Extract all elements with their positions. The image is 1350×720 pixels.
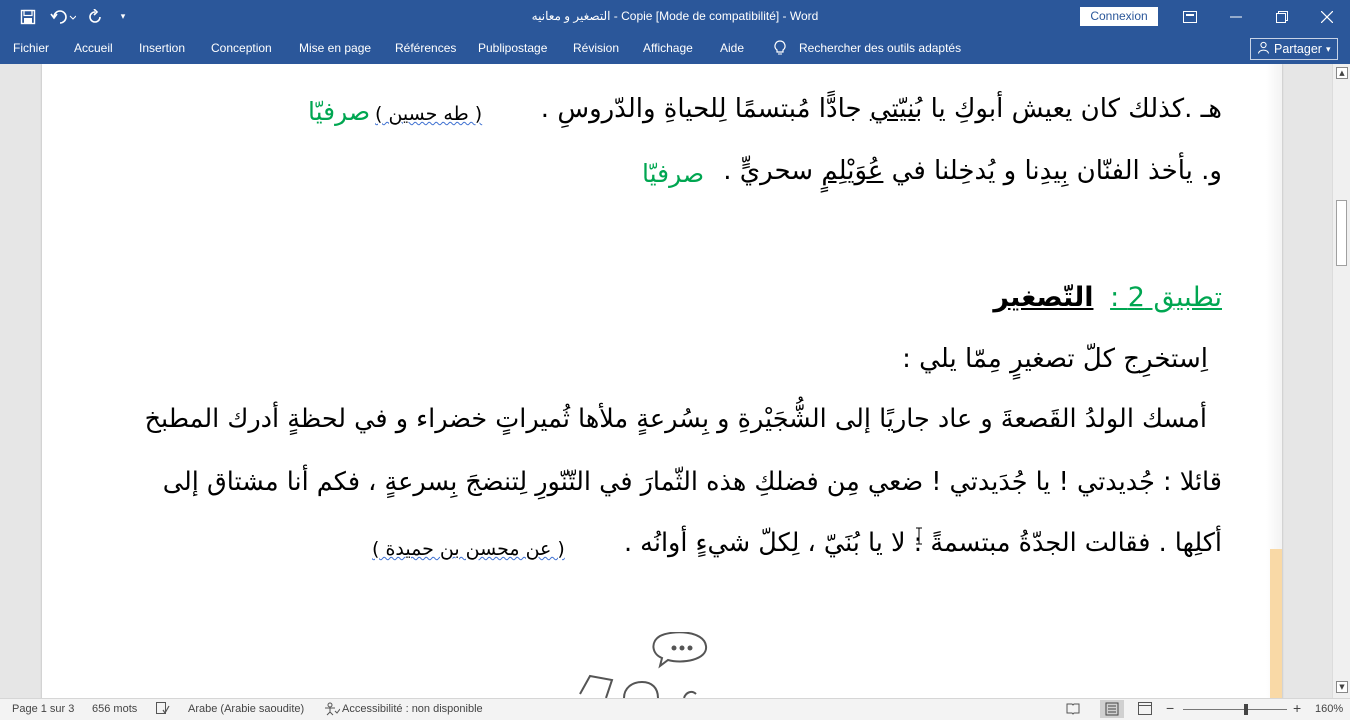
exercise-heading <box>993 282 1222 313</box>
exercise-title: التّصغير <box>993 282 1094 313</box>
zoom-in-icon[interactable]: + <box>1293 700 1302 716</box>
language-indicator[interactable]: Arabe (Arabie saoudite) <box>188 703 305 715</box>
scrollbar-thumb[interactable] <box>1336 200 1347 266</box>
read-mode-icon[interactable] <box>1066 702 1080 718</box>
tab-conception[interactable]: Conception <box>211 41 272 55</box>
accessibility-status[interactable]: Accessibilité : non disponible <box>342 703 483 715</box>
chevron-down-icon: ▾ <box>1325 43 1331 54</box>
tab-affichage[interactable]: Affichage <box>643 41 693 55</box>
close-icon[interactable] <box>1304 0 1350 34</box>
zoom-slider[interactable] <box>1183 709 1287 710</box>
connexion-button[interactable]: Connexion <box>1080 7 1158 26</box>
zoom-level[interactable]: 160% <box>1315 703 1344 715</box>
line-e-prefix: هـ .كذلك كان يعيش أبوكِ يا <box>922 94 1222 124</box>
vertical-scrollbar[interactable] <box>1332 64 1350 698</box>
page-count[interactable]: Page 1 sur 3 <box>12 703 75 715</box>
status-bar <box>0 698 1350 720</box>
text-line-e[interactable] <box>541 94 1222 124</box>
zoom-slider-handle[interactable] <box>1244 704 1248 715</box>
share-icon <box>1257 41 1270 57</box>
tab-insertion[interactable]: Insertion <box>139 41 186 55</box>
tab-fichier[interactable]: Fichier <box>13 41 50 55</box>
document-page[interactable] <box>42 64 1282 698</box>
document-title: التصغير و معانيه - Copie [Mode de compatibilité] - Word <box>531 9 819 23</box>
cut-off-line <box>422 64 1222 66</box>
line-e-word: بُنيّتي <box>869 94 923 124</box>
zoom-out-icon[interactable]: − <box>1166 700 1175 716</box>
restore-icon[interactable] <box>1259 0 1305 34</box>
minimize-icon[interactable] <box>1213 0 1259 34</box>
scroll-down-icon[interactable]: ▼ <box>1336 681 1348 693</box>
exercise-label: تطبيق 2 : <box>1110 282 1222 313</box>
document-workspace[interactable] <box>0 64 1332 698</box>
line-e-rest: جادًّا مُبتسمًا لِلحياةِ والدّروسِ . <box>540 94 870 124</box>
paragraph-line-3[interactable]: أكلِها . فقالت الجدّةُ مبتسمةً : لا يا بُنَيّ ، لِكلّ شيءٍ أوانُه . <box>623 528 1222 558</box>
tab-revision[interactable]: Révision <box>573 41 620 55</box>
line-f-rest: سحريٍّ . <box>723 156 822 186</box>
chat-illustration <box>572 632 752 698</box>
word-count[interactable]: 656 mots <box>92 703 138 715</box>
search-tools-field[interactable]: Rechercher des outils adaptés <box>799 41 962 55</box>
customize-icon[interactable]: ▾ <box>120 12 126 22</box>
lightbulb-icon[interactable] <box>774 40 786 59</box>
scroll-up-icon[interactable]: ▲ <box>1336 67 1348 79</box>
line-e-source: ( طه حسين ) <box>375 103 483 125</box>
proofing-icon[interactable] <box>156 702 170 718</box>
ribbon-display-icon[interactable] <box>1167 0 1213 34</box>
tab-aide[interactable]: Aide <box>720 41 745 55</box>
tab-mise-en-page[interactable]: Mise en page <box>299 41 372 55</box>
title-bar <box>0 0 1350 34</box>
line-f-word: عُوَيْلِمٍ <box>821 156 884 186</box>
tab-accueil[interactable]: Accueil <box>74 41 113 55</box>
tab-publipostage[interactable]: Publipostage <box>478 41 548 55</box>
web-layout-icon[interactable] <box>1138 702 1152 718</box>
line-f-prefix: و. يأخذ الفنّان بِيدِنا و يُدخِلنا في <box>883 156 1222 186</box>
paragraph-line-1[interactable]: أمسك الولدُ القَصعةَ و عاد جاريًا إلى الشُّجَيْرةِ و بِسُرعةٍ ملأها ثُميراتٍ خضراء و في لحظةٍ أدرك المطبخ <box>144 404 1207 434</box>
line-e-tag: صرفيّا <box>308 97 371 126</box>
ribbon-tabs <box>0 34 1350 64</box>
accessibility-icon[interactable] <box>324 702 340 719</box>
page-margin-mark <box>1270 549 1282 698</box>
text-cursor-icon <box>915 527 923 545</box>
line-f-tag: صرفيّا <box>642 159 705 188</box>
paragraph-line-2[interactable]: قائلا : جُديدتي ! يا جُدَيدتي ! ضعي مِن فضلكِ هذه الثّمارَ في التّنّورِ لِتنضجَ بِسرعةٍ ، فكم أنا مشتاق إلى <box>162 467 1222 497</box>
paragraph-source: ( عن محسن بن حميدة ) <box>372 538 565 560</box>
text-line-f[interactable] <box>723 156 1222 186</box>
exercise-instruction[interactable]: اِستخرِج كلّ تصغيرٍ مِمّا يلي : <box>902 344 1208 374</box>
share-label: Partager <box>1274 42 1322 56</box>
print-layout-icon[interactable] <box>1100 700 1124 718</box>
tab-references[interactable]: Références <box>395 41 457 55</box>
share-button[interactable] <box>1250 38 1338 60</box>
